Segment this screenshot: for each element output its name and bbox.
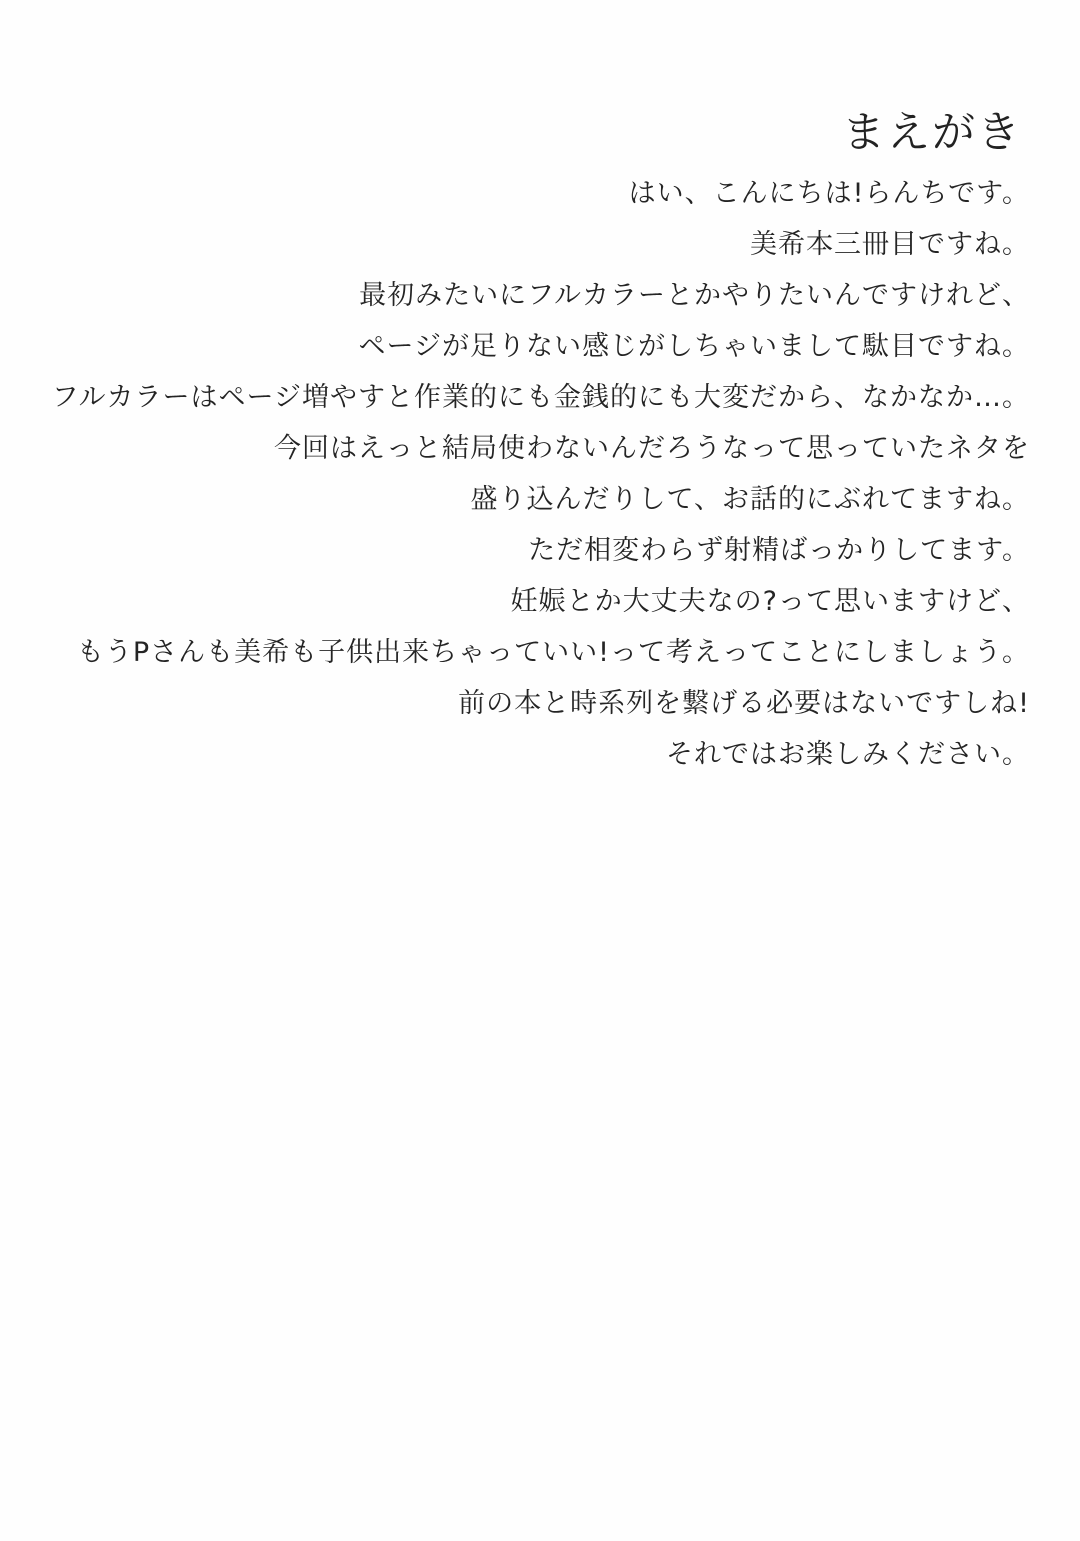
- page-title: まえがき: [842, 108, 1022, 158]
- text-line: 今回はえっと結局使わないんだろうなって思っていたネタを: [274, 433, 1030, 464]
- text-line: フルカラーはページ増やすと作業的にも金銭的にも大変だから、なかなか…。: [51, 382, 1030, 413]
- text-line: 最初みたいにフルカラーとかやりたいんですけれど、: [359, 280, 1030, 311]
- text-line: ただ相変わらず射精ばっかりしてます。: [528, 535, 1030, 566]
- text-line: それではお楽しみください。: [666, 739, 1030, 770]
- text-line: 妊娠とか大丈夫なの?って思いますけど、: [510, 586, 1030, 617]
- text-line: はい、こんにちは!らんちです。: [628, 178, 1030, 209]
- text-line: 美希本三冊目ですね。: [750, 229, 1030, 260]
- text-line: ページが足りない感じがしちゃいまして駄目ですね。: [358, 331, 1030, 362]
- text-line: 盛り込んだりして、お話的にぶれてますね。: [470, 484, 1030, 515]
- text-line: もうPさんも美希も子供出来ちゃっていい!って考えってことにしましょう。: [76, 637, 1030, 668]
- foreword-text-block: [0, 168, 1030, 780]
- text-line: 前の本と時系列を繋げる必要はないですしね!: [458, 688, 1030, 719]
